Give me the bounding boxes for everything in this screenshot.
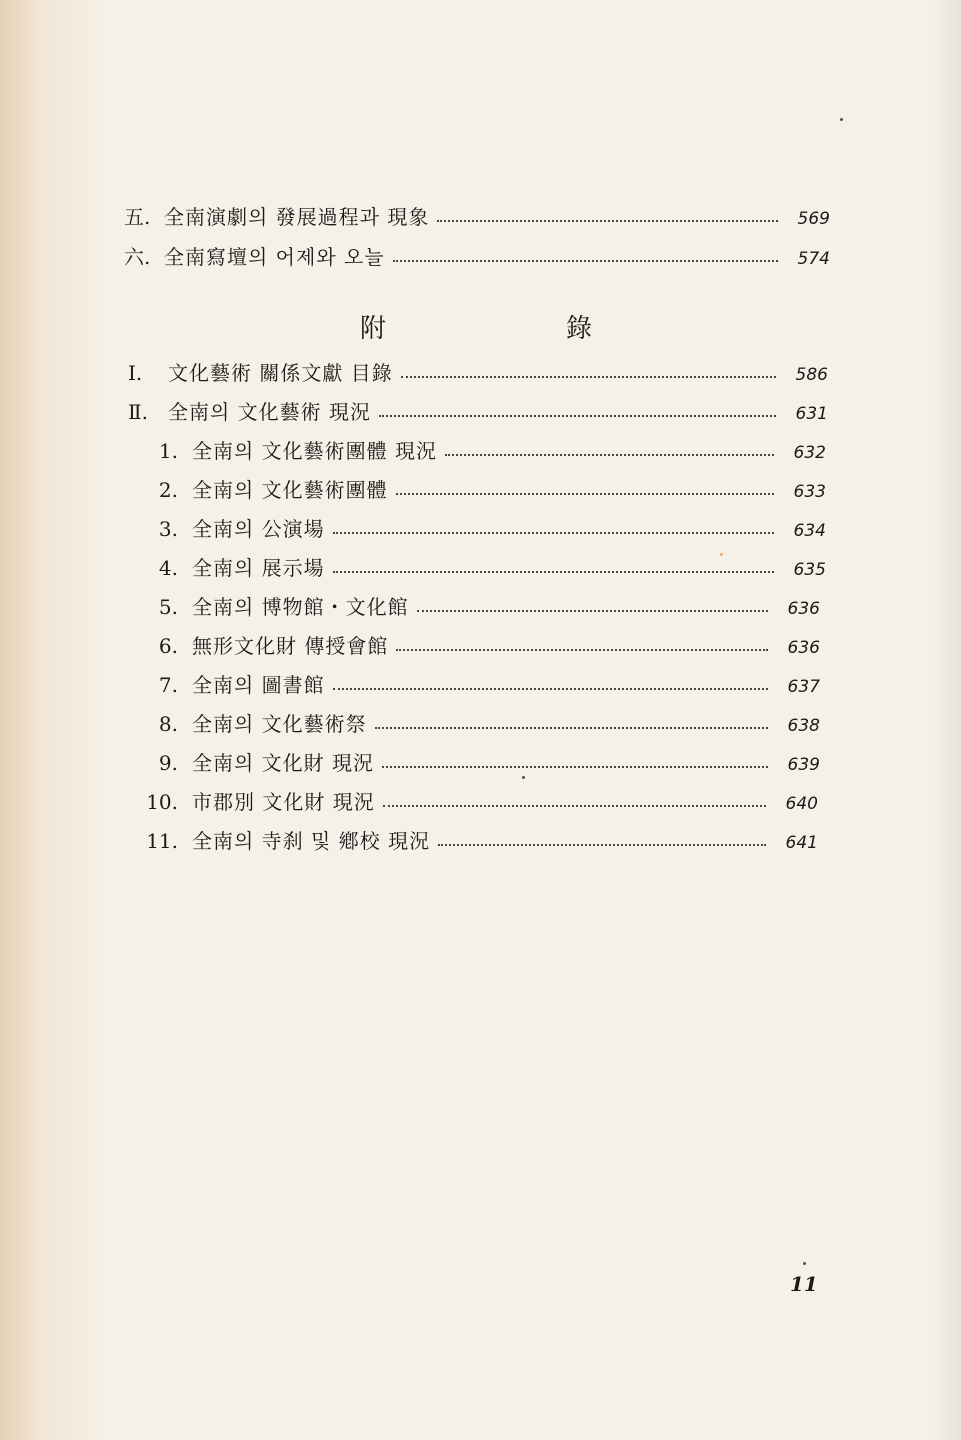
- entry-title: 全南寫壇의 어제와 오늘: [164, 245, 385, 269]
- entry-page: 632: [793, 443, 826, 463]
- entry-number: 5.: [158, 595, 178, 619]
- toc-sub-entry: [140, 438, 826, 466]
- entry-page: 636: [787, 599, 820, 619]
- entry-number: 2.: [158, 478, 178, 502]
- entry-page: 638: [787, 716, 820, 736]
- entry-page: 586: [795, 365, 828, 385]
- toc-entry: [124, 204, 830, 232]
- dot-leader: [417, 610, 768, 612]
- entry-page: 639: [787, 755, 820, 775]
- entry-title: 無形文化財 傳授會館: [192, 634, 389, 658]
- entry-page: 635: [793, 560, 826, 580]
- scan-speck: [840, 118, 843, 121]
- dot-leader: [396, 649, 768, 651]
- entry-title: 全南의 公演場: [192, 517, 325, 541]
- entry-number: 9.: [158, 751, 178, 775]
- entry-number: 3.: [158, 517, 178, 541]
- entry-number: Ⅱ.: [128, 400, 148, 424]
- entry-number: 6.: [158, 634, 178, 658]
- entry-number: Ⅰ.: [128, 361, 143, 385]
- entry-number: 10.: [146, 790, 178, 814]
- entry-page: 569: [797, 209, 830, 229]
- toc-sub-entry: [140, 828, 818, 856]
- dot-leader: [379, 415, 776, 417]
- appendix-heading-right: 錄: [566, 314, 593, 344]
- dot-leader: [333, 688, 768, 690]
- dot-leader: [333, 571, 774, 573]
- toc-sub-entry: [140, 555, 826, 583]
- toc-sub-entry: [140, 789, 818, 817]
- entry-title: 市郡別 文化財 現況: [192, 790, 375, 814]
- scan-speck: [720, 553, 723, 556]
- toc-sub-entry: [140, 477, 826, 505]
- entry-page: 637: [787, 677, 820, 697]
- dot-leader: [396, 493, 774, 495]
- toc-sub-entry: [140, 516, 826, 544]
- toc-entry: [124, 244, 830, 272]
- entry-title: 全南의 文化藝術團體: [192, 478, 388, 502]
- entry-page: 633: [793, 482, 826, 502]
- page-number: 11: [790, 1272, 818, 1296]
- dot-leader: [383, 805, 766, 807]
- entry-number: 7.: [158, 673, 178, 697]
- entry-title: 全南演劇의 發展過程과 現象: [164, 205, 430, 229]
- dot-leader: [437, 220, 778, 222]
- appendix-heading-left: 附: [360, 314, 387, 344]
- entry-title: 全南의 博物館・文化館: [192, 595, 409, 619]
- entry-number: 五.: [124, 205, 151, 229]
- entry-title: 全南의 文化藝術祭: [192, 712, 367, 736]
- dot-leader: [375, 727, 768, 729]
- toc-sub-entry: [140, 711, 820, 739]
- dot-leader: [382, 766, 768, 768]
- dot-leader: [445, 454, 774, 456]
- toc-entry: [128, 399, 828, 427]
- toc-sub-entry: [140, 750, 820, 778]
- entry-page: 574: [797, 249, 830, 269]
- entry-page: 641: [785, 833, 818, 853]
- scan-speck: [522, 776, 525, 779]
- entry-page: 631: [795, 404, 828, 424]
- scan-speck: [803, 1262, 806, 1265]
- entry-title: 全南의 圖書館: [192, 673, 325, 697]
- entry-page: 634: [793, 521, 826, 541]
- entry-title: 全南의 展示場: [192, 556, 325, 580]
- entry-number: 六.: [124, 245, 151, 269]
- entry-title: 全南의 寺刹 및 鄕校 現況: [192, 829, 431, 853]
- entry-number: 8.: [158, 712, 178, 736]
- toc-entry: [128, 360, 828, 388]
- toc-sub-entry: [140, 633, 820, 661]
- dot-leader: [438, 844, 766, 846]
- entry-title: 全南의 文化財 現況: [192, 751, 375, 775]
- dot-leader: [401, 376, 776, 378]
- entry-title: 全南의 文化藝術團體 現況: [192, 439, 438, 463]
- entry-number: 11.: [146, 829, 178, 853]
- entry-page: 636: [787, 638, 820, 658]
- entry-title: 全南의 文化藝術 現況: [168, 400, 372, 424]
- entry-title: 文化藝術 關係文獻 目錄: [168, 361, 393, 385]
- entry-number: 1.: [158, 439, 178, 463]
- entry-number: 4.: [158, 556, 178, 580]
- toc-sub-entry: [140, 672, 820, 700]
- dot-leader: [393, 260, 778, 262]
- entry-page: 640: [785, 794, 818, 814]
- toc-sub-entry: [140, 594, 820, 622]
- dot-leader: [333, 532, 774, 534]
